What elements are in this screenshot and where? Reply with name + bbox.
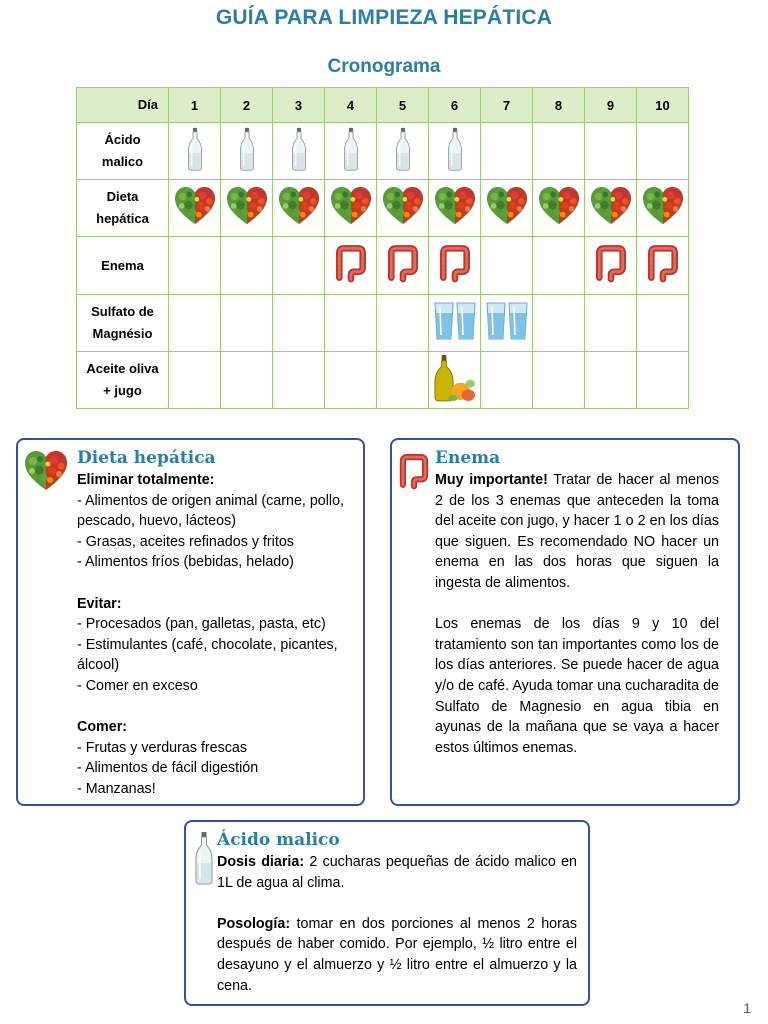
schedule-row — [77, 123, 689, 180]
schedule-cell — [637, 123, 689, 180]
schedule-cell — [637, 295, 689, 352]
schedule-cell — [377, 295, 429, 352]
intestine-icon — [585, 239, 636, 292]
row-label-line: Aceite oliva — [86, 361, 159, 376]
intestine-icon — [377, 239, 428, 292]
bottle-icon — [377, 127, 428, 176]
enema-paragraph-1: Tratar de hacer al menos 2 de los 3 enemas que anteceden la toma del aceite con jugo, y hacer 1 o 2 en los días que siguen. Es recomendado NO hacer un enema en las dos horas que siguen la ingesta de alimentos. — [435, 472, 720, 591]
schedule-cell — [429, 180, 481, 237]
eliminar-item: - Alimentos de origen animal (carne, pollo, pescado, huevo, lácteos) — [77, 492, 345, 530]
schedule-cell — [221, 237, 273, 295]
bottle-icon — [169, 127, 220, 176]
enema-box — [390, 438, 740, 806]
schedule-cell — [325, 123, 377, 180]
day-number: 6 — [429, 88, 481, 123]
bottle-icon — [221, 127, 272, 176]
schedule-cell — [325, 295, 377, 352]
intestine-icon — [429, 239, 480, 292]
schedule-cell — [429, 237, 481, 295]
row-label-line: hepática — [96, 211, 149, 226]
day-header-label: Día — [77, 88, 169, 123]
row-label — [77, 295, 169, 352]
page-title: GUÍA PARA LIMPIEZA HEPÁTICA — [215, 6, 553, 29]
schedule-cell — [533, 352, 585, 409]
veggie-heart-icon — [585, 186, 636, 231]
schedule-cell — [481, 352, 533, 409]
day-number: 9 — [585, 88, 637, 123]
dieta-hepatica-heading: Dieta hepática — [77, 448, 216, 468]
schedule-cell — [169, 180, 221, 237]
bottle-icon — [194, 831, 214, 890]
row-label-line: Magnésio — [92, 326, 153, 341]
schedule-cell — [221, 123, 273, 180]
page-number: 1 — [743, 1000, 751, 1016]
schedule-cell — [533, 295, 585, 352]
enema-heading: Enema — [435, 448, 501, 468]
schedule-cell — [585, 295, 637, 352]
schedule-cell — [637, 180, 689, 237]
day-number: 5 — [377, 88, 429, 123]
veggie-heart-icon — [221, 186, 272, 231]
comer-item: - Frutas y verduras frescas — [77, 739, 248, 756]
day-number: 10 — [637, 88, 689, 123]
schedule-cell — [377, 352, 429, 409]
schedule-cell — [273, 237, 325, 295]
schedule-cell — [325, 237, 377, 295]
veggie-heart-icon — [533, 186, 584, 231]
veggie-heart-icon — [429, 186, 480, 231]
schedule-cell — [429, 295, 481, 352]
intestine-icon — [396, 448, 432, 499]
veggie-heart-icon — [273, 186, 324, 231]
veggie-heart-icon — [24, 450, 68, 497]
schedule-cell — [585, 180, 637, 237]
water-glasses-icon — [429, 301, 480, 346]
schedule-cell — [429, 352, 481, 409]
schedule-cell — [169, 123, 221, 180]
acido-malico-box — [184, 820, 590, 1006]
water-glasses-icon — [481, 301, 532, 346]
evitar-title: Evitar: — [77, 595, 122, 612]
posologia-label: Posología: — [217, 915, 291, 932]
eliminar-title: Eliminar totalmente: — [77, 472, 215, 488]
day-number: 4 — [325, 88, 377, 123]
bottle-icon — [429, 127, 480, 176]
row-label-line: malico — [101, 154, 144, 169]
schedule-row — [77, 180, 689, 237]
day-number: 7 — [481, 88, 533, 123]
row-label — [77, 237, 169, 295]
row-label — [77, 123, 169, 180]
bottle-icon — [325, 127, 376, 176]
evitar-item: - Procesados (pan, galletas, pasta, etc) — [77, 616, 326, 633]
posologia-text: tomar en dos porciones al menos 2 horas después de haber comido. Por ejemplo, ½ litro entre el desayuno y el almuerzo y ½ litro entre el almuerzo y la cena. — [217, 915, 577, 994]
schedule-header-row — [77, 88, 689, 123]
schedule-table — [76, 87, 689, 409]
schedule-cell — [481, 237, 533, 295]
eliminar-item: - Alimentos fríos (bebidas, helado) — [77, 554, 294, 571]
intestine-icon — [325, 239, 376, 292]
dieta-hepatica-box — [16, 438, 365, 806]
row-label-line: Dieta — [106, 189, 139, 204]
day-number: 3 — [273, 88, 325, 123]
evitar-item: - Comer en exceso — [77, 677, 198, 694]
schedule-cell — [273, 180, 325, 237]
schedule-cell — [533, 180, 585, 237]
schedule-cell — [481, 123, 533, 180]
schedule-cell — [481, 295, 533, 352]
schedule-cell — [221, 180, 273, 237]
intestine-icon — [637, 239, 688, 292]
veggie-heart-icon — [637, 186, 688, 231]
evitar-item: - Estimulantes (café, chocolate, picantes, álcool) — [77, 636, 338, 674]
schedule-row — [77, 295, 689, 352]
row-label — [77, 352, 169, 409]
veggie-heart-icon — [377, 186, 428, 231]
schedule-row — [77, 352, 689, 409]
dosis-label: Dosis diaria: — [217, 854, 305, 870]
row-label-line: + jugo — [103, 383, 142, 398]
schedule-cell — [325, 180, 377, 237]
day-number: 2 — [221, 88, 273, 123]
row-label-line: Enema — [101, 257, 144, 273]
schedule-cell — [637, 352, 689, 409]
schedule-cell — [585, 352, 637, 409]
veggie-heart-icon — [169, 186, 220, 231]
schedule-cell — [429, 123, 481, 180]
schedule-cell — [221, 352, 273, 409]
schedule-cell — [221, 295, 273, 352]
schedule-cell — [377, 237, 429, 295]
veggie-heart-icon — [481, 186, 532, 231]
schedule-title: Cronograma — [327, 56, 441, 77]
dosis-text: 2 cucharas pequeñas de ácido malico en 1L de agua al clima. — [217, 854, 578, 891]
schedule-cell — [169, 295, 221, 352]
schedule-cell — [169, 352, 221, 409]
schedule-cell — [377, 123, 429, 180]
olive-oil-juice-icon — [429, 353, 480, 408]
comer-title: Comer: — [77, 719, 128, 736]
schedule-cell — [533, 123, 585, 180]
day-number: 8 — [533, 88, 585, 123]
acido-malico-heading: Ácido malico — [217, 830, 340, 850]
schedule-cell — [273, 352, 325, 409]
row-label-line: Sulfato de — [91, 304, 154, 319]
comer-item: - Manzanas! — [77, 780, 156, 797]
day-number: 1 — [169, 88, 221, 123]
schedule-cell — [637, 237, 689, 295]
schedule-cell — [585, 237, 637, 295]
schedule-cell — [533, 237, 585, 295]
comer-item: - Alimentos de fácil digestión — [77, 760, 259, 777]
schedule-cell — [273, 123, 325, 180]
schedule-cell — [585, 123, 637, 180]
enema-paragraph-2: Los enemas de los días 9 y 10 del tratamiento son tan importantes como los de los días anteriores. Se puede hacer de agua y/o de café. Ayuda tomar una cucharadita de Sulfato de Magnesio en agua tibia en ayunas de la mañana que se vaya a hacer estos últimos enemas. — [435, 616, 719, 756]
schedule-cell — [325, 352, 377, 409]
schedule-cell — [169, 237, 221, 295]
row-label-line: Ácido — [104, 132, 141, 147]
schedule-row — [77, 237, 689, 295]
eliminar-item: - Grasas, aceites refinados y fritos — [77, 533, 294, 550]
row-label — [77, 180, 169, 237]
schedule-cell — [377, 180, 429, 237]
veggie-heart-icon — [325, 186, 376, 231]
schedule-cell — [273, 295, 325, 352]
bottle-icon — [273, 127, 324, 176]
schedule-cell — [481, 180, 533, 237]
enema-important-label: Muy importante! — [435, 472, 548, 488]
